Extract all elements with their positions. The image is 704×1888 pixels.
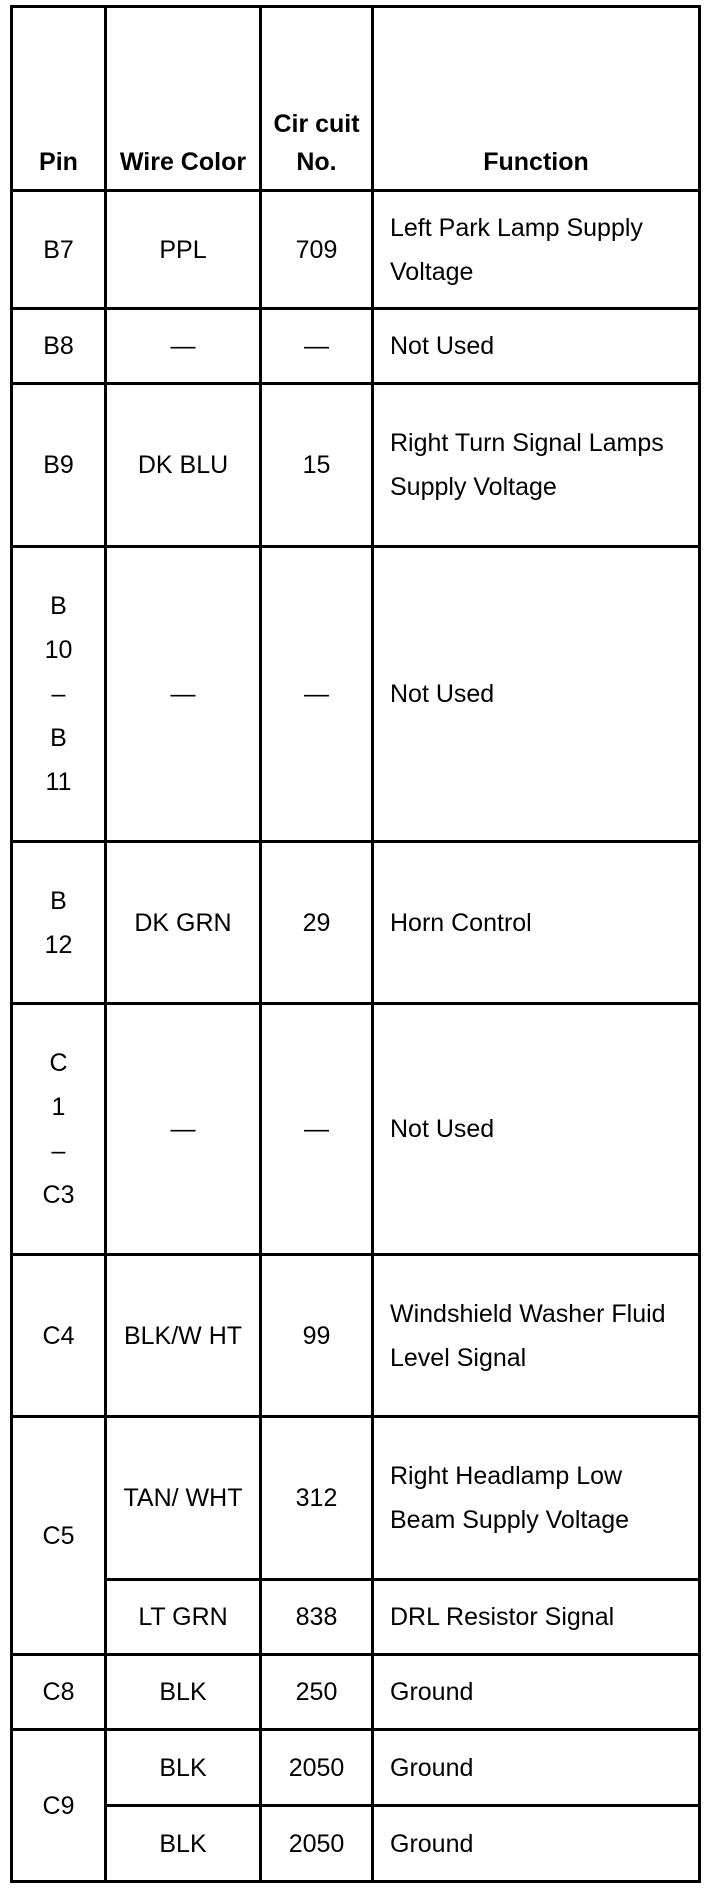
circuit-cell: 15 (261, 384, 373, 547)
wire-color-cell: BLK (106, 1655, 261, 1730)
pin-cell: B 10 – B 11 (12, 547, 106, 842)
table-row (12, 842, 700, 1004)
wire-color-cell: DK GRN (106, 842, 261, 1004)
function-cell: Not Used (373, 547, 700, 842)
pin-cell: C9 (12, 1730, 106, 1882)
circuit-cell: 2050 (261, 1730, 373, 1806)
circuit-cell: 250 (261, 1655, 373, 1730)
circuit-cell: 709 (261, 191, 373, 309)
function-cell: Horn Control (373, 842, 700, 1004)
table-row (12, 1580, 700, 1655)
circuit-cell: 99 (261, 1255, 373, 1417)
circuit-cell: 838 (261, 1580, 373, 1655)
pin-cell: C5 (12, 1417, 106, 1655)
circuit-cell: 2050 (261, 1806, 373, 1882)
circuit-cell: — (261, 1004, 373, 1255)
pin-cell: C 1 – C3 (12, 1004, 106, 1255)
table-row (12, 309, 700, 384)
function-cell: Ground (373, 1655, 700, 1730)
wire-color-cell: PPL (106, 191, 261, 309)
pin-cell: B9 (12, 384, 106, 547)
pin-cell: C8 (12, 1655, 106, 1730)
function-cell: Not Used (373, 309, 700, 384)
pin-cell: C4 (12, 1255, 106, 1417)
wire-color-cell: TAN/ WHT (106, 1417, 261, 1580)
header-row (12, 7, 700, 191)
wire-color-cell: — (106, 309, 261, 384)
wire-color-cell: BLK (106, 1806, 261, 1882)
table-row (12, 1655, 700, 1730)
wire-color-cell: BLK (106, 1730, 261, 1806)
header-function: Function (373, 7, 700, 191)
pin-cell: B 12 (12, 842, 106, 1004)
table-row (12, 547, 700, 842)
wire-color-cell: — (106, 1004, 261, 1255)
table-row (12, 1417, 700, 1580)
wire-color-cell: DK BLU (106, 384, 261, 547)
table-row (12, 1730, 700, 1806)
function-cell: DRL Resistor Signal (373, 1580, 700, 1655)
function-cell: Ground (373, 1730, 700, 1806)
table-row (12, 1806, 700, 1882)
header-pin: Pin (12, 7, 106, 191)
circuit-cell: — (261, 547, 373, 842)
function-cell: Not Used (373, 1004, 700, 1255)
circuit-cell: — (261, 309, 373, 384)
header-wire-color: Wire Color (106, 7, 261, 191)
function-cell: Right Headlamp Low Beam Supply Voltage (373, 1417, 700, 1580)
function-cell: Windshield Washer Fluid Level Signal (373, 1255, 700, 1417)
table-row (12, 1255, 700, 1417)
function-cell: Right Turn Signal Lamps Supply Voltage (373, 384, 700, 547)
table-row (12, 384, 700, 547)
circuit-cell: 312 (261, 1417, 373, 1580)
function-cell: Ground (373, 1806, 700, 1882)
pin-cell: B8 (12, 309, 106, 384)
connector-pinout-table (10, 5, 701, 1883)
pin-cell: B7 (12, 191, 106, 309)
wire-color-cell: LT GRN (106, 1580, 261, 1655)
function-cell: Left Park Lamp Supply Voltage (373, 191, 700, 309)
table-row (12, 1004, 700, 1255)
wire-color-cell: — (106, 547, 261, 842)
circuit-cell: 29 (261, 842, 373, 1004)
wire-color-cell: BLK/W HT (106, 1255, 261, 1417)
table-row (12, 191, 700, 309)
header-circuit-no: Cir cuit No. (261, 7, 373, 191)
